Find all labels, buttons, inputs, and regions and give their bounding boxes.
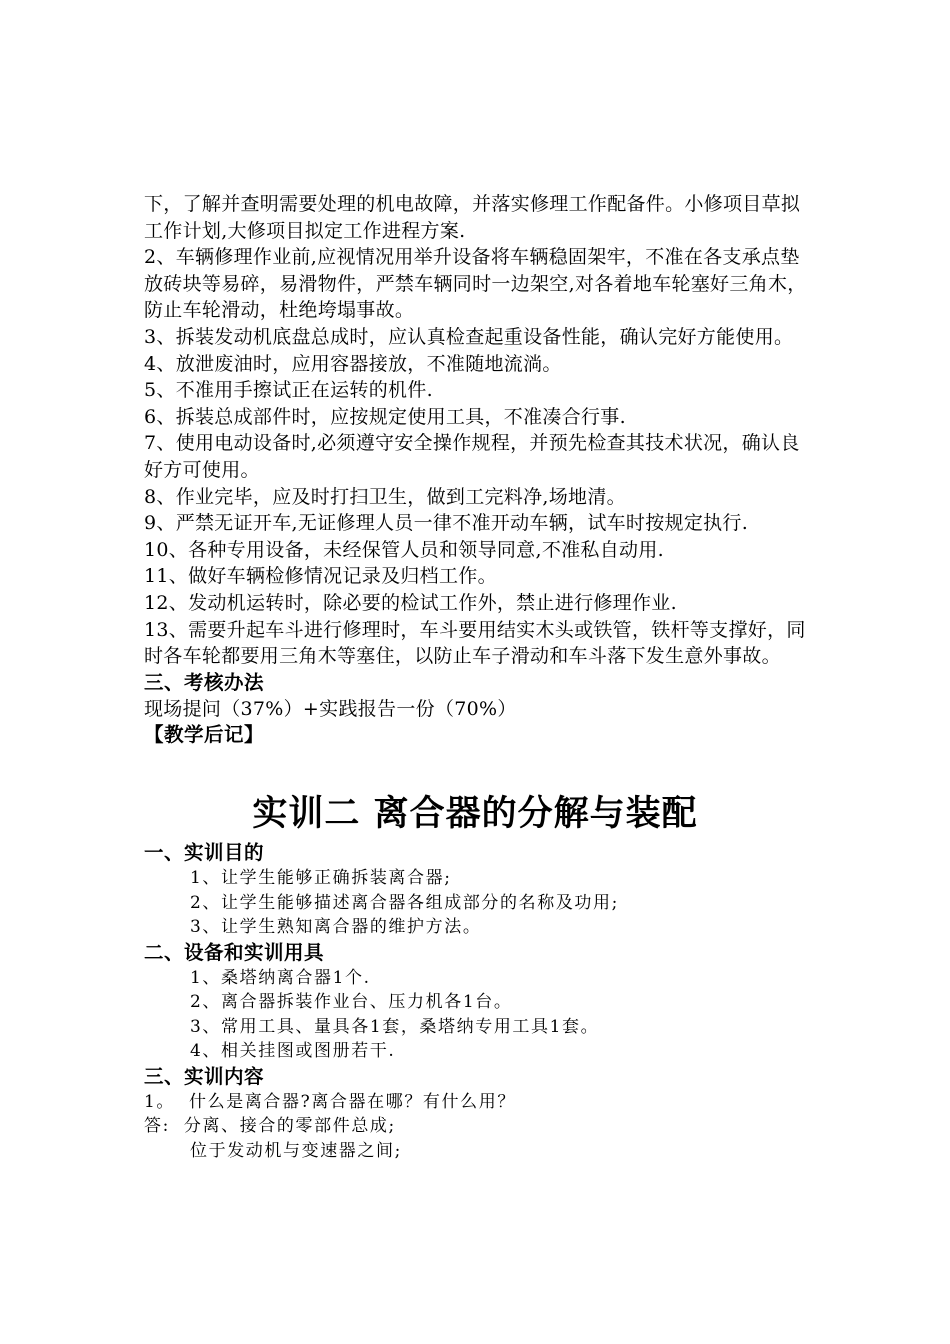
paragraph: 8、作业完毕，应及时打扫卫生，做到工完料净,场地清。 [144,485,626,508]
list-item: 2、让学生能够描述离合器各组成部分的名称及功用; [190,892,619,913]
answer-text-continued: 位于发动机与变速器之间; [190,1140,402,1161]
assessment-text: 现场提问（37%）+实践报告一份（70%） [144,697,517,720]
paragraph: 9、严禁无证开车,无证修理人员一律不准开动车辆，试车时按规定执行. [144,512,749,535]
training-title: 实训二 离合器的分解与装配 [252,794,698,834]
teaching-notes-heading: 【教学后记】 [144,723,265,747]
list-item: 4、相关挂图或图册若干. [190,1041,396,1061]
safety-rules-body [144,191,810,748]
paragraph: 2、车辆修理作业前,应视情况用举升设备将车辆稳固架牢，不准在各支承点垫放砖块等易碎，易滑物件，严禁车辆同时一边架空,对各着地车轮塞好三角木，防止车轮滑动，杜绝垮塌事故。 [144,246,807,322]
list-item: 3、常用工具、量具各1套，桑塔纳专用工具1套。 [190,1016,600,1037]
list-item: 1、让学生能够正确拆装离合器; [190,868,452,888]
paragraph: 7、使用电动设备时,必须遵守安全操作规程，并预先检查其技术状况，确认良好方可使用。 [144,432,800,481]
paragraph: 下，了解并查明需要处理的机电故障，并落实修理工作配备件。小修项目草拟工作计划,大修项目拟定工作进程方案. [144,193,801,242]
answer-text: 答: 分离、接合的零部件总成; [144,1116,396,1136]
paragraph: 12、发动机运转时，除必要的检试工作外，禁止进行修理作业. [144,591,677,614]
training-two-section [144,840,810,1163]
list-item: 3、让学生熟知离合器的维护方法。 [190,917,482,937]
paragraph: 5、不准用手擦试正在运转的机件. [144,379,433,402]
question-text: 1。 什么是离合器?离合器在哪？有什么用？ [144,1091,516,1112]
purpose-heading: 一、实训目的 [144,841,265,864]
paragraph: 3、拆装发动机底盘总成时，应认真检查起重设备性能，确认完好方能使用。 [144,325,794,348]
paragraph: 4、放泄废油时，应用容器接放，不准随地流淌。 [144,352,562,375]
paragraph: 11、做好车辆检修情况记录及归档工作。 [144,565,497,588]
paragraph: 10、各种专用设备，未经保管人员和领导同意,不准私自动用. [144,538,664,561]
equipment-heading: 二、设备和实训用具 [144,940,325,964]
list-item: 2、离合器拆装作业台、压力机各1台。 [190,992,513,1012]
content-heading: 三、实训内容 [144,1064,265,1088]
paragraph: 6、拆装总成部件时，应按规定使用工具，不准凑合行事. [144,405,626,428]
paragraph: 13、需要升起车斗进行修理时，车斗要用结实木头或铁管，铁杆等支撑好，同时各车轮都要用三角木等塞住，以防止车子滑动和车斗落下发生意外事故。 [144,618,806,668]
assessment-heading: 三、考核办法 [144,670,265,694]
list-item: 1、桑塔纳离合器1个. [190,967,371,988]
